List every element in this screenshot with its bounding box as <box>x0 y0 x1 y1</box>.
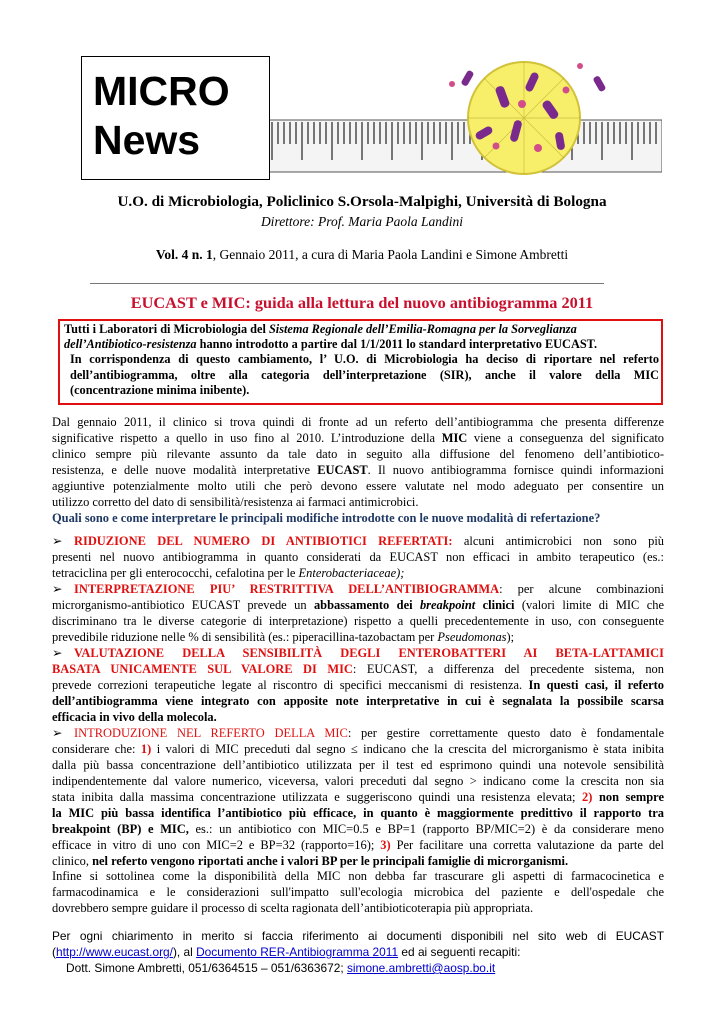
arrow-bullet-icon: ➢ <box>52 582 63 596</box>
article-title: EUCAST e MIC: guida alla lettura del nuovo antibiogramma 2011 <box>130 293 594 312</box>
director-line: Direttore: Prof. Maria Paola Landini <box>260 214 464 229</box>
header-divider <box>90 283 604 284</box>
box-line-2: dell’Antibiotico-resistenza hanno introdotto a partire dal 1/1/2011 lo standard interpretativo EUCAST. <box>64 337 598 351</box>
changes-list: ➢ RIDUZIONE DEL NUMERO DI ANTIBIOTICI REFERTATI: alcuni antimicrobici non sono più presenti nel nuovo antibiogramma in quanto considerati da EUCAST non efficaci in ambito terapeutico (es.: tetraciclina per gli enterococchi, cefalotina per le Enterobacteriaceae); ➢ INTERPRETAZIONE PIU’ RESTRITTIVA DELL’ANTIBIOGRAMMA: per alcune combinazioni microrganismo-antibiotico EUCAST prevede un abbassamento dei breakpoint clinici (valori limite di MIC che discriminano tra le diverse categorie di interpretazione) rispetto a quelli precedentemente in uso, con conseguente prevedibile riduzione nelle % di sensibilità (es.: piperacillina-tazobactam per Pseudomonas); ➢ VALUTAZIONE DELLA SENSIBILITÀ DEGLI ENTEROBATTERI AI BETA-LATTAMICI BASATA UNICAMENTE SUL VALORE DI MIC: EUCAST, a differenza del precedente sistema, non prevede correzioni terapeutiche legate al riscontro di specifici meccanismi di resistenza. In questi casi, il referto dell’antibiogramma viene integrato con apposite note interpretative in cui è segnalata la possibile scarsa efficacia in vivo della molecola. ➢ INTRODUZIONE NEL REFERTO DELLA MIC: per gestire correttamente questo dato è fondamentale considerare che: 1) i valori di MIC preceduti dal segno ≤ indicano che la crescita del microrganismo è stata inibita dalla più bassa concentrazione dell’antibiotico utilizzata per il test ed esprimono quindi una notevole sensibilità indipendentemente dal valore numerico, viceversa, valori preceduti dal segno > indicano come la crescita non sia stata inibita dalla massima concentrazione utilizzata e suggeriscono quindi una resistenza elevata; 2) non sempre la MIC più bassa identifica l’antibiotico più efficace, in quanto è maggiormente predittivo il rapporto tra breakpoint (BP) e MIC, es.: un antibiotico con MIC=0.5 e BP=1 (rapporto BP/MIC=2) è da considerare meno efficace in vitro di uno con MIC=2 e BP=32 (rapporto=16); 3) Per facilitare una corretta valutazione da parte del clinico, nel referto vengono riportati anche i valori BP per le principali famiglie di microrganismi. <box>52 534 665 868</box>
volume-line <box>60 247 664 263</box>
box-line-4: dell’antibiogramma, oltre alla categoria dell’interpretazione (SIR), anche il valore della MIC <box>70 368 659 382</box>
closing-paragraph: Infine si sottolinea come la disponibilità della MIC non debba far trascurare gli aspetti di farmacocinetica e farmacodinamica e le considerazioni sull'impatto sull'ecologia microbica del paziente e dell'ospedale che dovrebbero sempre guidare il processo di scelta ragionata dell’antibioticoterapia più appropriata. <box>52 869 664 915</box>
item-1: ➢ RIDUZIONE DEL NUMERO DI ANTIBIOTICI REFERTATI: alcuni antimicrobici non sono più <box>52 534 664 548</box>
arrow-bullet-icon: ➢ <box>52 646 63 660</box>
announcement-box <box>58 319 663 405</box>
micro-news-logo <box>81 56 270 180</box>
logo-line-news: News <box>93 117 201 163</box>
box-line-5: (concentrazione minima inibente). <box>70 383 250 397</box>
arrow-bullet-icon: ➢ <box>52 534 63 548</box>
item-3: ➢ VALUTAZIONE DELLA SENSIBILITÀ DEGLI ENTEROBATTERI AI BETA-LATTAMICI <box>52 646 664 660</box>
item-4: ➢ INTRODUZIONE NEL REFERTO DELLA MIC: per gestire correttamente questo dato è fondamentale <box>52 726 664 740</box>
contact-info: Per ogni chiarimento in merito si faccia riferimento ai documenti disponibili nel sito web di EUCAST (http://www.eucast.org/), al Documento RER-Antibiogramma 2011 ed ai seguenti recapiti: Dott. Simone Ambretti, 051/6364515 – 051/6363672; simone.ambretti@aosp.bo.it <box>52 929 664 975</box>
rer-document-link[interactable]: Documento RER-Antibiogramma 2011 <box>196 945 399 959</box>
arrow-bullet-icon: ➢ <box>52 726 63 740</box>
item-2: ➢ INTERPRETAZIONE PIU’ RESTRITTIVA DELL’ANTIBIOGRAMMA: per alcune combinazioni <box>52 582 664 596</box>
ruler-microscope-illustration <box>266 60 662 178</box>
box-line-1: Tutti i Laboratori di Microbiologia del Sistema Regionale dell’Emilia-Romagna per la Sorveglianza <box>64 322 577 336</box>
intro-paragraph: Dal gennaio 2011, il clinico si trova quindi di fronte ad un referto dell’antibiogramma che presenta differenze significative rispetto a quello in uso fino al 2010. L’introduzione della MIC viene a conseguenza del significato clinico sempre più rilevante assunto da tale dato in seguito alla diffusione del fenomeno dell’antibiotico- resistenza, e delle nuove modalità interpretative EUCAST. Il nuovo antibiogramma fornisce quindi informazioni aggiuntive potenzialmente molto utili che però devono essere valutate nel modo adeguato per consentire un utilizzo corretto del dato di sensibilità/resistenza ai farmaci antimicrobici. Quali sono e come interpretare le principali modifiche introdotte con le nuove modalità di refertazione? <box>52 415 665 525</box>
institution-line: U.O. di Microbiologia, Policlinico S.Orsola-Malpighi, Università di Bologna <box>117 193 607 210</box>
logo-line-micro: MICRO <box>93 68 230 114</box>
eucast-link[interactable]: http://www.eucast.org/ <box>55 945 173 959</box>
email-link[interactable]: simone.ambretti@aosp.bo.it <box>346 961 496 975</box>
volume-editors: , Gennaio 2011, a cura di Maria Paola Landini e Simone Ambretti <box>212 247 569 262</box>
box-line-3: In corrispondenza di questo cambiamento, l’ U.O. di Microbiologia ha deciso di riportare nel referto <box>70 352 659 366</box>
volume-number: Vol. 4 n. 1 <box>155 247 213 262</box>
intro-question: Quali sono e come interpretare le principali modifiche introdotte con le nuove modalità di refertazione? <box>52 511 601 525</box>
